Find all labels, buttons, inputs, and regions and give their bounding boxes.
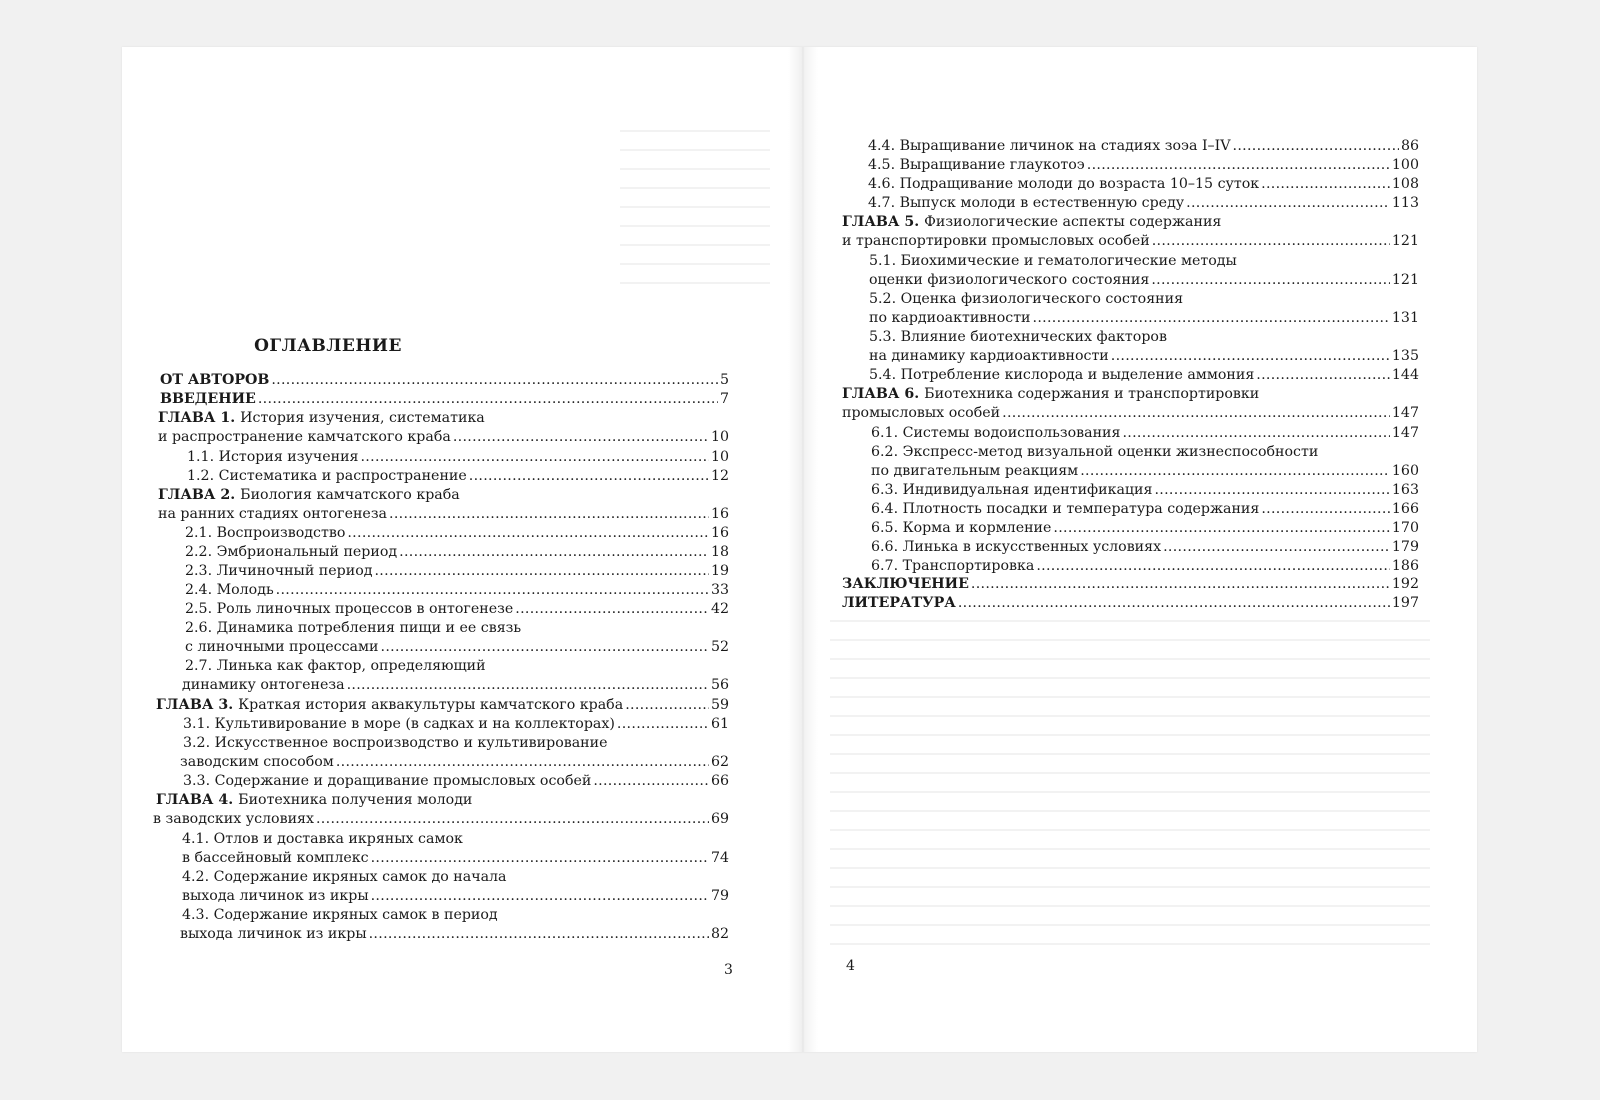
chapter-number: ГЛАВА 6. <box>842 386 925 402</box>
leader-dots <box>381 638 709 657</box>
toc-line <box>185 619 729 638</box>
toc-line <box>183 734 729 753</box>
toc-label: по двигательным реакциям <box>871 463 1079 480</box>
leader-dots <box>1233 137 1399 156</box>
toc-line <box>183 772 729 791</box>
toc-page-number: 144 <box>1391 367 1419 383</box>
toc-label: ЛИТЕРАТУРА <box>842 595 956 611</box>
toc-line <box>156 696 729 715</box>
toc-page-number: 56 <box>710 677 729 694</box>
toc-label: в заводских условиях <box>153 811 314 828</box>
toc-entry <box>0 619 1600 658</box>
toc-page-number: 121 <box>1391 272 1419 289</box>
page-number-right: 4 <box>846 958 855 974</box>
toc-page-number: 113 <box>1391 195 1419 211</box>
leader-dots <box>336 753 709 772</box>
toc-line <box>871 557 1419 576</box>
toc-page-number: 69 <box>710 811 729 828</box>
toc-line <box>156 791 729 810</box>
toc-page-number: 131 <box>1391 310 1419 327</box>
chapter-number: ГЛАВА 4. <box>156 792 239 808</box>
toc-label: 4.7. Выпуск молоди в естественную среду <box>868 195 1185 211</box>
toc-line <box>869 309 1419 328</box>
toc-entry <box>0 175 1600 194</box>
toc-page-number: 59 <box>710 697 729 713</box>
toc-entry <box>0 290 1600 329</box>
toc-entry <box>0 734 1600 773</box>
toc-page-number: 42 <box>710 601 729 617</box>
toc-label: динамику онтогенеза <box>182 677 345 694</box>
toc-label: 2.4. Молодь <box>185 582 274 598</box>
toc-page-number: 163 <box>1391 482 1419 498</box>
toc-line <box>868 194 1419 213</box>
leader-dots <box>1053 519 1390 538</box>
toc-page-number: 19 <box>710 563 729 579</box>
toc-label: ГЛАВА 1. История изучения, систематика <box>158 410 485 426</box>
toc-label: 3.3. Содержание и доращивание промысловых особей <box>183 773 592 789</box>
toc-entry <box>0 156 1600 175</box>
toc-chapter-entry <box>0 791 1600 830</box>
toc-line <box>842 575 1419 594</box>
toc-label: промысловых особей <box>842 405 1001 422</box>
leader-dots <box>316 810 709 829</box>
toc-entry <box>0 868 1600 907</box>
toc-label: 4.3. Содержание икряных самок в период <box>182 907 498 923</box>
toc-page-number: 166 <box>1391 501 1419 517</box>
leader-dots <box>1036 557 1390 576</box>
toc-entry <box>0 328 1600 367</box>
toc-page-number: 62 <box>710 754 729 771</box>
toc-page-number: 147 <box>1391 425 1419 441</box>
toc-entry <box>0 252 1600 291</box>
toc-line <box>871 443 1419 462</box>
toc-label: ОТ АВТОРОВ <box>160 372 270 388</box>
leader-dots <box>371 887 709 906</box>
leader-dots <box>593 772 709 791</box>
toc-line <box>871 462 1419 481</box>
leader-dots <box>1186 194 1390 213</box>
toc-entry <box>0 657 1600 696</box>
toc-label: 4.2. Содержание икряных самок до начала <box>182 869 507 885</box>
toc-line <box>842 404 1419 423</box>
leader-dots <box>1256 366 1390 385</box>
toc-label: 2.3. Личиночный период <box>185 563 373 579</box>
toc-page-number: 7 <box>719 391 729 407</box>
toc-line <box>868 175 1419 194</box>
toc-line <box>871 481 1419 500</box>
toc-line <box>180 925 729 944</box>
toc-label: на динамику кардиоактивности <box>869 348 1109 365</box>
toc-page-number: 16 <box>710 525 729 541</box>
toc-label: 3.2. Искусственное воспроизводство и культивирование <box>183 735 608 751</box>
toc-page-number: 5 <box>719 372 729 388</box>
leader-dots <box>1261 175 1390 194</box>
toc-page-number: 10 <box>710 429 729 446</box>
toc-line <box>868 156 1419 175</box>
toc-line <box>842 213 1419 232</box>
toc-entry <box>0 500 1600 519</box>
toc-line <box>871 519 1419 538</box>
toc-entry <box>0 194 1600 213</box>
toc-label: 4.4. Выращивание личинок на стадиях зоэа I–IV <box>868 138 1231 154</box>
toc-line <box>182 887 729 906</box>
toc-line <box>869 366 1419 385</box>
leader-dots <box>371 849 709 868</box>
toc-label: 1.2. Систематика и распространение <box>187 468 467 484</box>
toc-title: ОГЛАВЛЕНИЕ <box>254 336 402 356</box>
leader-dots <box>1111 347 1390 366</box>
toc-label: и распространение камчатского краба <box>158 429 451 446</box>
leader-dots <box>1033 309 1390 328</box>
chapter-number: ГЛАВА 5. <box>842 214 925 230</box>
toc-line <box>868 137 1419 156</box>
toc-label: с линочными процессами <box>185 639 379 656</box>
leader-dots <box>1087 156 1390 175</box>
toc-line <box>182 830 729 849</box>
toc-page-number: 186 <box>1391 558 1419 574</box>
toc-label: 2.6. Динамика потребления пищи и ее связь <box>185 620 522 636</box>
toc-label: 2.5. Роль линочных процессов в онтогенезе <box>185 601 514 617</box>
toc-line <box>871 424 1419 443</box>
toc-entry <box>0 594 1600 613</box>
toc-line <box>871 538 1419 557</box>
toc-entry <box>0 830 1600 869</box>
toc-label: 5.3. Влияние биотехнических факторов <box>869 329 1167 345</box>
leader-dots <box>1151 271 1390 290</box>
toc-line <box>182 676 729 695</box>
toc-label: на ранних стадиях онтогенеза <box>158 506 388 523</box>
toc-page-number: 86 <box>1400 138 1419 154</box>
toc-page-number: 33 <box>710 582 729 598</box>
toc-label: выхода личинок из икры <box>182 888 369 905</box>
toc-chapter-entry <box>0 385 1600 424</box>
toc-line <box>182 906 729 925</box>
toc-label: 4.6. Подращивание молоди до возраста 10–15 суток <box>868 176 1260 192</box>
toc-page-number: 135 <box>1391 348 1419 365</box>
toc-entry <box>0 772 1600 791</box>
page-number-left: 3 <box>724 962 733 978</box>
toc-page-number: 12 <box>710 468 729 484</box>
toc-label: по кардиоактивности <box>869 310 1031 327</box>
toc-label: ЗАКЛЮЧЕНИЕ <box>842 576 969 592</box>
toc-entry <box>0 519 1600 538</box>
toc-line <box>869 271 1419 290</box>
toc-label: 4.5. Выращивание глаукотоэ <box>868 157 1085 173</box>
chapter-number: ГЛАВА 1. <box>158 410 241 426</box>
chapter-number: ГЛАВА 3. <box>156 697 239 713</box>
toc-entry <box>0 481 1600 500</box>
toc-label: ГЛАВА 2. Биология камчатского краба <box>158 487 460 503</box>
toc-label: ГЛАВА 6. Биотехника содержания и транспортировки <box>842 386 1260 402</box>
toc-label: 4.1. Отлов и доставка икряных самок <box>182 831 463 847</box>
toc-label: 5.4. Потребление кислорода и выделение аммония <box>869 367 1255 383</box>
toc-line <box>183 715 729 734</box>
toc-line <box>842 232 1419 251</box>
toc-label: ГЛАВА 5. Физиологические аспекты содержания <box>842 214 1222 230</box>
toc-label: 1.1. История изучения <box>187 449 359 465</box>
toc-label: ГЛАВА 3. Краткая история аквакультуры камчатского краба <box>156 697 624 713</box>
toc-entry <box>0 443 1600 482</box>
toc-page-number: 197 <box>1391 595 1419 611</box>
toc-label: оценки физиологического состояния <box>869 272 1150 289</box>
toc-page-number: 108 <box>1391 176 1419 192</box>
leader-dots <box>1261 500 1390 519</box>
toc-line <box>869 290 1419 309</box>
toc-page-number: 82 <box>710 926 729 943</box>
chapter-number: ГЛАВА 2. <box>158 487 241 503</box>
toc-page-number: 61 <box>710 716 729 732</box>
toc-entry <box>0 715 1600 734</box>
toc-label: и транспортировки промысловых особей <box>842 233 1150 250</box>
toc-page-number: 79 <box>710 888 729 905</box>
toc-label: 6.4. Плотность посадки и температура содержания <box>871 501 1260 517</box>
toc-label: ГЛАВА 4. Биотехника получения молоди <box>156 792 473 808</box>
toc-label: 6.2. Экспресс-метод визуальной оценки жизнеспособности <box>871 444 1319 460</box>
leader-dots <box>1154 481 1389 500</box>
toc-label: 2.7. Линька как фактор, определяющий <box>185 658 486 674</box>
leader-dots <box>369 925 709 944</box>
leader-dots <box>347 676 709 695</box>
toc-entry <box>0 906 1600 945</box>
toc-page-number: 66 <box>710 773 729 789</box>
leader-dots <box>617 715 709 734</box>
leader-dots <box>1080 462 1390 481</box>
toc-chapter-entry <box>0 696 1600 715</box>
toc-page-number: 160 <box>1391 463 1419 480</box>
leader-dots <box>1163 538 1390 557</box>
toc-page-number: 74 <box>710 850 729 867</box>
toc-page-number: 147 <box>1391 405 1419 422</box>
toc-label: 5.2. Оценка физиологического состояния <box>869 291 1184 307</box>
toc-page-number: 52 <box>710 639 729 656</box>
toc-line <box>153 810 729 829</box>
toc-label: 6.3. Индивидуальная идентификация <box>871 482 1153 498</box>
toc-label: 6.6. Линька в искусственных условиях <box>871 539 1162 555</box>
toc-label: 2.1. Воспроизводство <box>185 525 346 541</box>
leader-dots <box>1152 232 1390 251</box>
toc-entry <box>0 557 1600 576</box>
toc-line <box>869 328 1419 347</box>
toc-line <box>182 868 729 887</box>
leader-dots <box>1002 404 1390 423</box>
toc-entry <box>0 424 1600 443</box>
toc-label: 5.1. Биохимические и гематологические методы <box>869 253 1237 269</box>
toc-page-number: 18 <box>710 544 729 560</box>
toc-line <box>842 594 1419 613</box>
toc-entry <box>0 366 1600 385</box>
toc-line <box>185 638 729 657</box>
toc-label: 6.1. Системы водоиспользования <box>871 425 1121 441</box>
leader-dots <box>625 696 709 715</box>
toc-line <box>182 849 729 868</box>
toc-label: в бассейновый комплекс <box>182 850 369 867</box>
toc-entry <box>0 538 1600 557</box>
leader-dots <box>971 575 1390 594</box>
toc-label: 2.2. Эмбриональный период <box>185 544 398 560</box>
toc-line <box>869 347 1419 366</box>
toc-page-number: 16 <box>710 506 729 523</box>
toc-label: заводским способом <box>180 754 334 771</box>
toc-page-number: 170 <box>1391 520 1419 536</box>
leader-dots <box>1122 424 1389 443</box>
toc-label: ВВЕДЕНИЕ <box>160 391 256 407</box>
toc-line <box>185 657 729 676</box>
toc-entry <box>0 575 1600 594</box>
toc-entry <box>0 137 1600 156</box>
toc-chapter-entry <box>0 213 1600 252</box>
toc-line <box>180 753 729 772</box>
toc-page-number: 100 <box>1391 157 1419 173</box>
toc-page-number: 121 <box>1391 233 1419 250</box>
toc-label: 3.1. Культивирование в море (в садках и на коллекторах) <box>183 716 615 732</box>
toc-label: 6.5. Корма и кормление <box>871 520 1052 536</box>
toc-line <box>871 500 1419 519</box>
toc-label: 6.7. Транспортировка <box>871 558 1035 574</box>
toc-page-number: 192 <box>1391 576 1419 592</box>
toc-page-number: 10 <box>710 449 729 465</box>
leader-dots <box>958 594 1390 613</box>
toc-page-number: 179 <box>1391 539 1419 555</box>
toc-line <box>869 252 1419 271</box>
toc-label: выхода личинок из икры <box>180 926 367 943</box>
toc-line <box>842 385 1419 404</box>
